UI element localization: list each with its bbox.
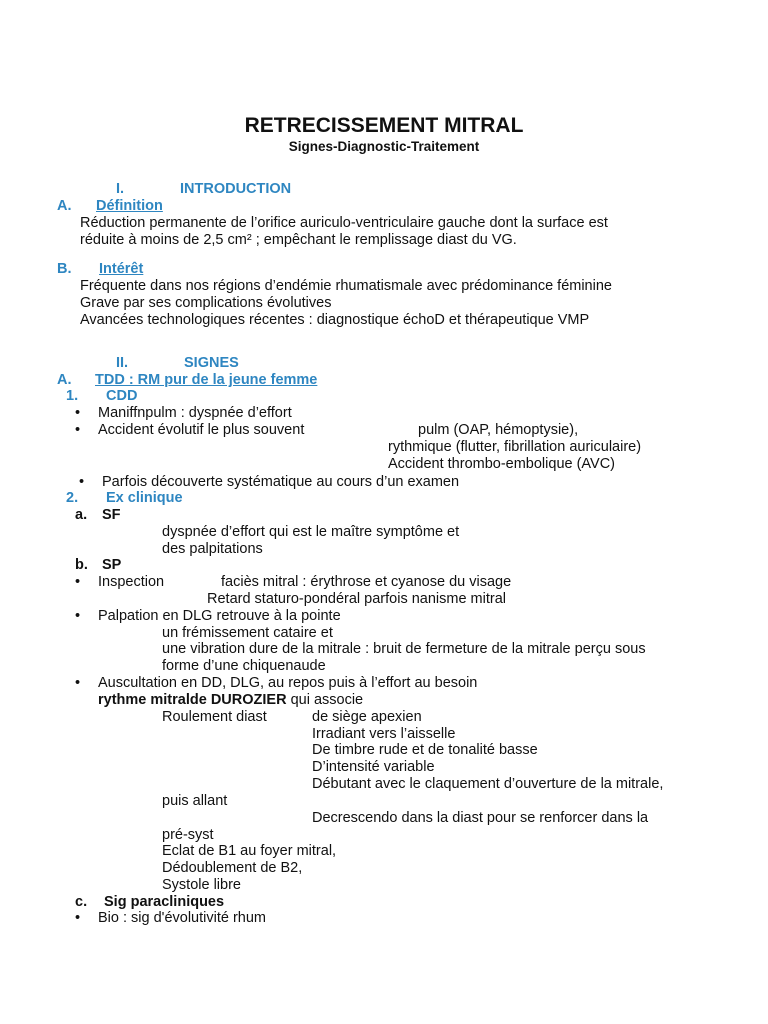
sf-line-1: dyspnée d’effort qui est le maître symptôme et xyxy=(162,524,460,540)
sf-heading: SF xyxy=(102,507,121,523)
subsection-a-letter: A. xyxy=(57,198,72,214)
exam-heading: Ex clinique xyxy=(106,490,183,506)
document-subtitle: Signes-Diagnostic-Traitement xyxy=(288,139,480,154)
cdd-item-2-detail-1: pulm (OAP, hémoptysie), xyxy=(418,422,579,438)
durozier-rhythm: rythme mitralde DUROZIER xyxy=(98,692,287,708)
inspection-detail-1: faciès mitral : érythrose et cyanose du visage xyxy=(221,574,512,590)
cdd-item-2-detail-3: Accident thrombo-embolique (AVC) xyxy=(388,456,615,472)
roulement-detail-7: Decrescendo dans la diast pour se renforcer dans la xyxy=(312,810,649,826)
bullet: • xyxy=(79,474,85,490)
roulement-detail-2: Irradiant vers l’aisselle xyxy=(312,726,456,742)
bullet: • xyxy=(75,608,81,624)
interet-line-2: Grave par ses complications évolutives xyxy=(80,295,332,311)
bullet: • xyxy=(75,422,81,438)
sp-heading: SP xyxy=(102,557,122,573)
section-1-number: I. xyxy=(116,181,125,197)
systole-libre: Systole libre xyxy=(162,877,241,893)
definition-line-2: réduite à moins de 2,5 cm² ; empêchant le remplissage diast du VG. xyxy=(80,232,517,248)
bullet: • xyxy=(75,574,81,590)
auscultation-line xyxy=(98,692,363,709)
tdd-heading: TDD : RM pur de la jeune femme xyxy=(95,372,318,388)
interet-line-3: Avancées technologiques récentes : diagnostique échoD et thérapeutique VMP xyxy=(80,312,590,328)
cdd-number: 1. xyxy=(66,388,79,404)
paraclinic-letter: c. xyxy=(75,894,88,910)
section-1-title: INTRODUCTION xyxy=(180,181,292,197)
subsection-b-letter: B. xyxy=(57,261,72,277)
roulement-label: Roulement diast xyxy=(162,709,267,725)
roulement-detail-3: De timbre rude et de tonalité basse xyxy=(312,742,538,758)
cdd-item-1: Maniffnpulm : dyspnée d’effort xyxy=(98,405,292,421)
interet-heading: Intérêt xyxy=(99,261,144,277)
dedoublement-b2: Dédoublement de B2, xyxy=(162,860,303,876)
interet-line-1: Fréquente dans nos régions d’endémie rhumatismale avec prédominance féminine xyxy=(80,278,612,294)
palpation-detail-1: un frémissement cataire et xyxy=(162,625,333,641)
section-2-title: SIGNES xyxy=(184,355,239,371)
tdd-letter: A. xyxy=(57,372,72,388)
roulement-detail-5: Débutant avec le claquement d’ouverture de la mitrale, xyxy=(312,776,664,792)
paraclinic-bio: Bio : sig d'évolutivité rhum xyxy=(98,910,266,926)
durozier-rest: qui associe xyxy=(286,692,364,708)
bullet: • xyxy=(75,675,81,691)
bullet: • xyxy=(75,405,81,421)
palpation-detail-2: une vibration dure de la mitrale : bruit de fermeture de la mitrale perçu sous xyxy=(162,641,646,657)
palpation-label: Palpation en DLG retrouve à la pointe xyxy=(98,608,341,624)
palpation-detail-3: forme d’une chiquenaude xyxy=(162,658,326,674)
cdd-item-2: Accident évolutif le plus souvent xyxy=(98,422,305,438)
cdd-item-2-detail-2: rythmique (flutter, fibrillation auriculaire) xyxy=(388,439,642,455)
exam-number: 2. xyxy=(66,490,79,506)
inspection-detail-2: Retard staturo-pondéral parfois nanisme mitral xyxy=(207,591,506,607)
sp-letter: b. xyxy=(75,557,88,573)
roulement-detail-1: de siège apexien xyxy=(312,709,422,725)
sf-letter: a. xyxy=(75,507,88,523)
bullet: • xyxy=(75,910,81,926)
cdd-heading: CDD xyxy=(106,388,138,404)
roulement-detail-6: puis allant xyxy=(162,793,228,809)
eclat-b1: Eclat de B1 au foyer mitral, xyxy=(162,843,337,859)
definition-heading: Définition xyxy=(96,198,163,214)
auscultation-label: Auscultation en DD, DLG, au repos puis à l’effort au besoin xyxy=(98,675,478,691)
cdd-item-3: Parfois découverte systématique au cours d’un examen xyxy=(102,474,460,490)
section-2-number: II. xyxy=(116,355,129,371)
document-title: RETRECISSEMENT MITRAL xyxy=(244,114,524,137)
roulement-detail-4: D’intensité variable xyxy=(312,759,435,775)
definition-line-1: Réduction permanente de l’orifice auriculo-ventriculaire gauche dont la surface est xyxy=(80,215,608,231)
roulement-detail-8: pré-syst xyxy=(162,827,214,843)
inspection-label: Inspection xyxy=(98,574,165,590)
paraclinic-heading: Sig paracliniques xyxy=(104,894,225,910)
sf-line-2: des palpitations xyxy=(162,541,263,557)
